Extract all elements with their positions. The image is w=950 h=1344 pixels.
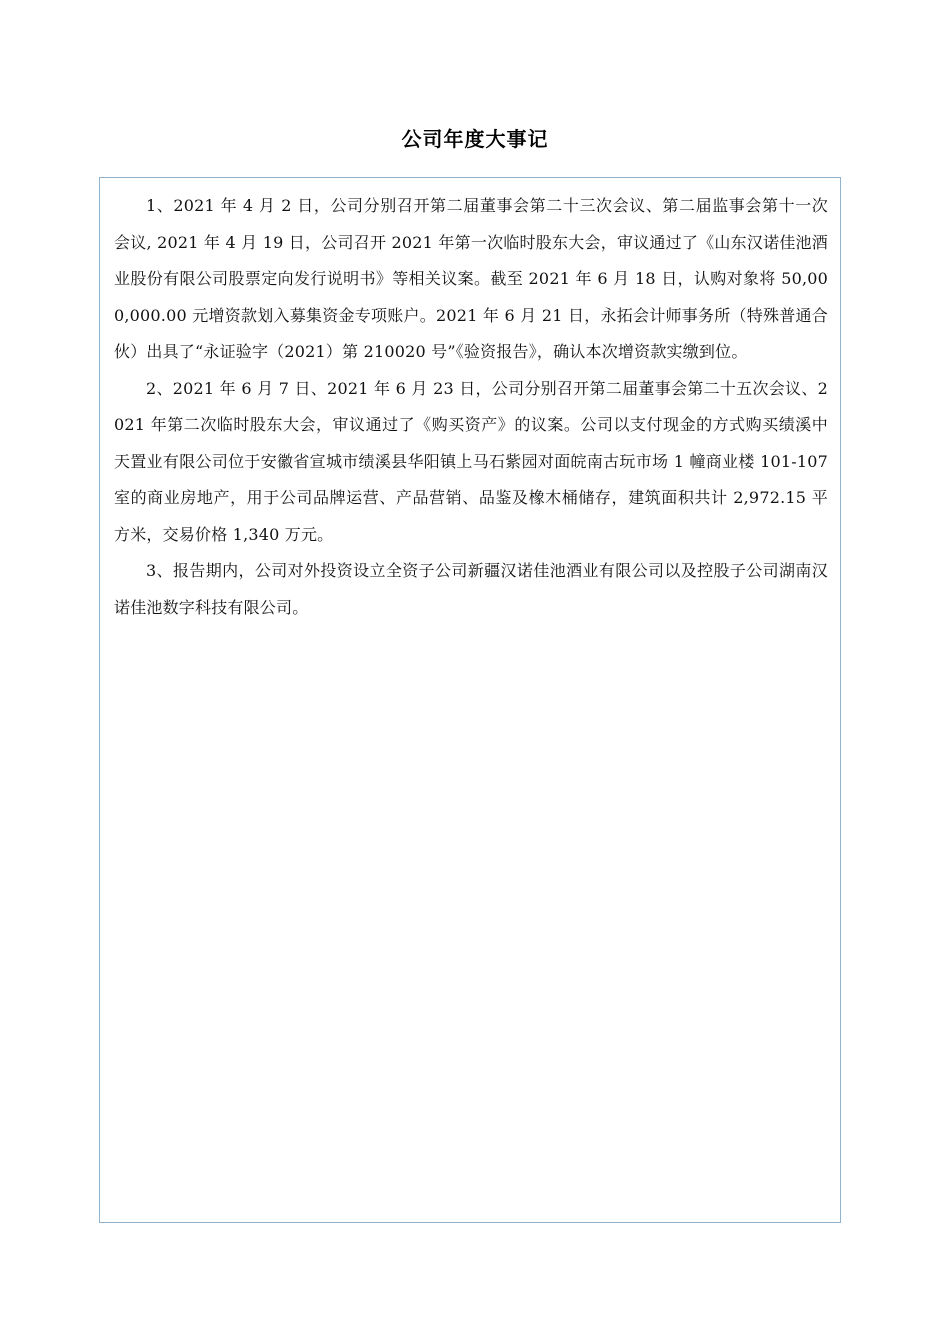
events-content (100, 178, 840, 626)
event-paragraph-1: 1、2021 年 4 月 2 日，公司分别召开第二届董事会第二十三次会议、第二届监事会第十一次会议, 2021 年 4 月 19 日，公司召开 2021 年第一次临时股东大会，审议通过了《山东汉诺佳池酒业股份有限公司股票定向发行说明书》等相关议案。截至 2021 年 6 月 18 日，认购对象将 50,000,000.00 元增资款划入募集资金专项账户。2021 年 6 月 21 日，永拓会计师事务所（特殊普通合伙）出具了“永证验字（2021）第 210020 号”《验资报告》，确认本次增资款实缴到位。 (114, 196, 828, 361)
events-content-box (99, 177, 841, 1223)
page-title: 公司年度大事记 (401, 127, 549, 151)
event-paragraph-3: 3、报告期内，公司对外投资设立全资子公司新疆汉诺佳池酒业有限公司以及控股子公司湖南汉诺佳池数字科技有限公司。 (114, 561, 828, 617)
event-paragraph-2: 2、2021 年 6 月 7 日、2021 年 6 月 23 日，公司分别召开第二届董事会第二十五次会议、2021 年第二次临时股东大会，审议通过了《购买资产》的议案。公司以支付现金的方式购买绩溪中天置业有限公司位于安徽省宣城市绩溪县华阳镇上马石紫园对面皖南古玩市场 1 幢商业楼 101-107 室的商业房地产，用于公司品牌运营、产品营销、品鉴及橡木桶储存，建筑面积共计 2,972.15 平方米，交易价格 1,340 万元。 (114, 378, 828, 544)
